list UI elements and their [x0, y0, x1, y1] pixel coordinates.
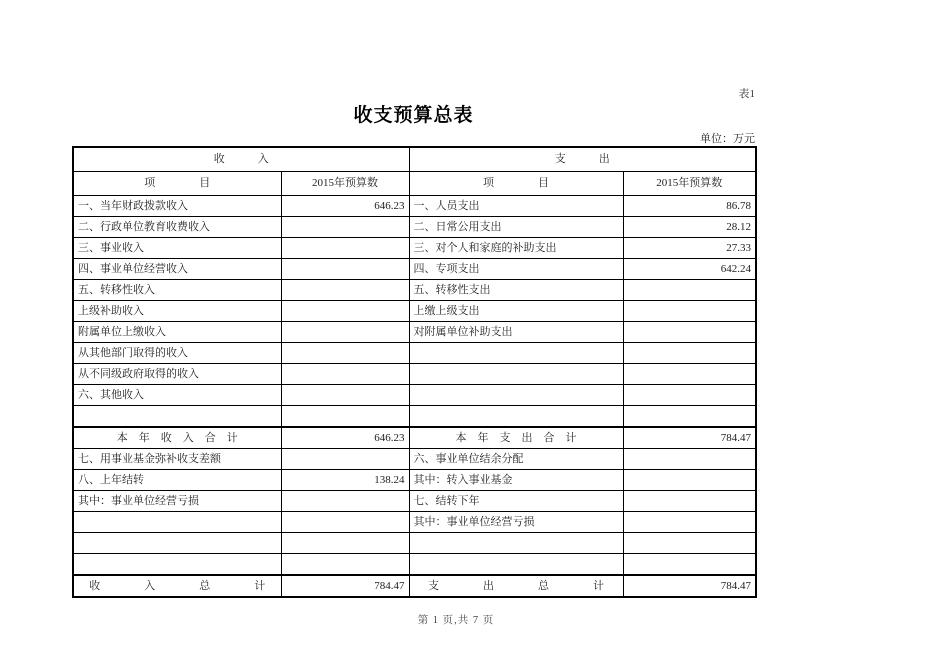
income-item-cell: 四、事业单位经营收入 [73, 259, 281, 280]
income-item-cell: 附属单位上缴收入 [73, 322, 281, 343]
income-item-cell: 八、上年结转 [73, 470, 281, 491]
table-row [73, 238, 756, 259]
table-row [73, 259, 756, 280]
expense-item-cell [409, 364, 623, 385]
income-value-cell [281, 259, 409, 280]
income-value-cell [281, 364, 409, 385]
income-item-cell: 六、其他收入 [73, 385, 281, 406]
income-item-cell: 其中：事业单位经营亏损 [73, 491, 281, 512]
table-row [73, 280, 756, 301]
table-row [73, 575, 756, 597]
table-row [73, 217, 756, 238]
expense-value-cell [623, 533, 756, 554]
expense-item-cell: 支 出 总 计 [409, 575, 623, 597]
income-value-cell: 646.23 [281, 427, 409, 449]
table-row [73, 364, 756, 385]
income-value-cell: 138.24 [281, 470, 409, 491]
income-value-cell [281, 491, 409, 512]
income-item-cell: 从不同级政府取得的收入 [73, 364, 281, 385]
expense-value-cell [623, 364, 756, 385]
expense-value-cell [623, 385, 756, 406]
expense-budget-header: 2015年预算数 [623, 172, 756, 196]
income-item-cell [73, 533, 281, 554]
income-value-cell [281, 385, 409, 406]
income-value-cell [281, 322, 409, 343]
income-value-cell: 784.47 [281, 575, 409, 597]
column-header-row [73, 172, 756, 196]
expense-value-cell [623, 280, 756, 301]
expense-item-cell: 本 年 支 出 合 计 [409, 427, 623, 449]
expense-item-cell [409, 554, 623, 576]
expense-item-cell: 其中：转入事业基金 [409, 470, 623, 491]
expense-item-cell: 一、人员支出 [409, 196, 623, 217]
expense-value-cell: 86.78 [623, 196, 756, 217]
expense-item-cell: 对附属单位补助支出 [409, 322, 623, 343]
table-row [73, 512, 756, 533]
table-row [73, 449, 756, 470]
expense-value-cell [623, 322, 756, 343]
table-tag: 表1 [738, 88, 755, 100]
income-item-cell: 本 年 收 入 合 计 [73, 427, 281, 449]
income-item-cell: 五、转移性收入 [73, 280, 281, 301]
expense-item-cell: 七、结转下年 [409, 491, 623, 512]
income-item-cell: 一、当年财政拨款收入 [73, 196, 281, 217]
income-value-cell [281, 406, 409, 428]
expense-value-cell: 642.24 [623, 259, 756, 280]
table-row [73, 196, 756, 217]
expense-value-cell [623, 406, 756, 428]
income-value-cell [281, 280, 409, 301]
income-item-cell: 七、用事业基金弥补收支差额 [73, 449, 281, 470]
income-item-cell [73, 406, 281, 428]
income-value-cell [281, 343, 409, 364]
income-section-header: 收 入 [73, 147, 409, 172]
income-item-cell: 从其他部门取得的收入 [73, 343, 281, 364]
expense-section-header: 支 出 [409, 147, 756, 172]
expense-value-cell [623, 491, 756, 512]
expense-value-cell: 784.47 [623, 575, 756, 597]
income-value-cell [281, 449, 409, 470]
table-row [73, 491, 756, 512]
expense-value-cell [623, 512, 756, 533]
table-row [73, 427, 756, 449]
table-row [73, 343, 756, 364]
budget-table [72, 146, 757, 598]
expense-value-cell [623, 470, 756, 491]
income-value-cell [281, 533, 409, 554]
expense-value-cell: 27.33 [623, 238, 756, 259]
table-row [73, 406, 756, 428]
income-budget-header: 2015年预算数 [281, 172, 409, 196]
income-item-cell [73, 512, 281, 533]
expense-item-cell: 六、事业单位结余分配 [409, 449, 623, 470]
expense-item-cell [409, 343, 623, 364]
table-row [73, 301, 756, 322]
income-value-cell [281, 512, 409, 533]
income-item-header: 项 目 [73, 172, 281, 196]
expense-item-cell [409, 385, 623, 406]
expense-item-cell: 上缴上级支出 [409, 301, 623, 322]
table-row [73, 322, 756, 343]
income-value-cell [281, 217, 409, 238]
expense-value-cell [623, 343, 756, 364]
section-header-row [73, 147, 756, 172]
income-item-cell: 三、事业收入 [73, 238, 281, 259]
income-value-cell [281, 301, 409, 322]
page-title: 收支预算总表 [353, 105, 474, 126]
income-item-cell: 收 入 总 计 [73, 575, 281, 597]
income-value-cell [281, 238, 409, 259]
income-item-cell [73, 554, 281, 576]
table-row [73, 470, 756, 491]
expense-item-header: 项 目 [409, 172, 623, 196]
page-number-footer: 第 1 页,共 7 页 [417, 615, 495, 626]
expense-value-cell: 784.47 [623, 427, 756, 449]
unit-label: 单位：万元 [700, 133, 755, 145]
expense-item-cell: 二、日常公用支出 [409, 217, 623, 238]
budget-table-body [73, 196, 756, 598]
table-row [73, 385, 756, 406]
expense-item-cell [409, 406, 623, 428]
expense-value-cell: 28.12 [623, 217, 756, 238]
income-value-cell [281, 554, 409, 576]
expense-value-cell [623, 301, 756, 322]
income-value-cell: 646.23 [281, 196, 409, 217]
expense-item-cell: 其中：事业单位经营亏损 [409, 512, 623, 533]
expense-item-cell: 四、专项支出 [409, 259, 623, 280]
budget-table-header [73, 147, 756, 196]
expense-value-cell [623, 449, 756, 470]
expense-value-cell [623, 554, 756, 576]
income-item-cell: 二、行政单位教育收费收入 [73, 217, 281, 238]
table-row [73, 533, 756, 554]
expense-item-cell: 三、对个人和家庭的补助支出 [409, 238, 623, 259]
expense-item-cell: 五、转移性支出 [409, 280, 623, 301]
expense-item-cell [409, 533, 623, 554]
table-row [73, 554, 756, 576]
income-item-cell: 上级补助收入 [73, 301, 281, 322]
